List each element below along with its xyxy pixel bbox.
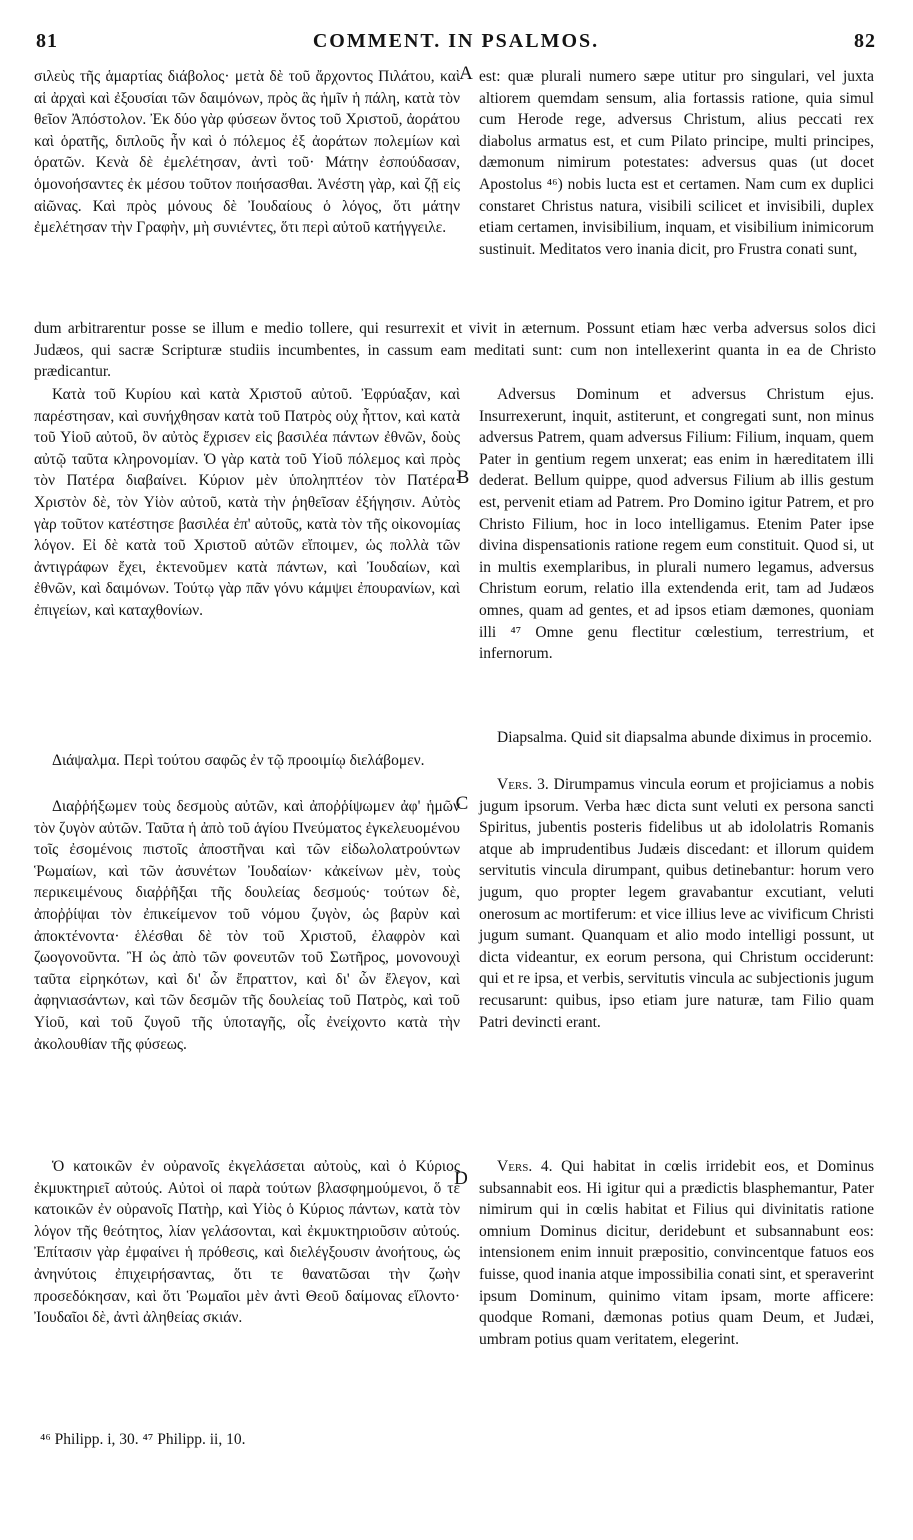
latin-column-block-3 bbox=[479, 727, 874, 749]
full-width-paragraph bbox=[34, 318, 876, 383]
verse-text: Qui habitat in cœlis irridebit eos, et Dominus subsannabit eos. Hi igitur qui a prædictis blasphemantur, Pater nimirum qui in cœlis habitat et Filius qui divinitatis ratione omnium Dominus dicitur, deridebunt et subsannabunt eos: intensionem enim innuit præpositio, convincentque fatuos eos fuisse, quod inania atque impossibilia conati sint, et speraverint ipsum Dominum, quinimo vitam ipsam, morte afficere: quodque Romani, dæmonas potius quam Deum, et Judæi, umbram potius quam veritatem, elegerint. bbox=[479, 1158, 875, 1348]
verse-text: Dirumpamus vincula eorum et projiciamus a nobis jugum ipsorum. Verba hæc dicta sunt veluti ex persona sancti Spiritus, jubentis posteris fidelibus ut ab idololatris Romanis atque ab imprudentibus Judæis discedant: et illorum quidem servitutis vincula dirumpant, quibus detinebantur: horum vero jugum, quo propter legem gravabantur excutiant, veluti onerosum ac mortiferum: et vice illius leve ac vivificum Christi jugum sumant. Quanquam et alio modo intelligi possunt, ut dicta videantur, ex eorum persona, qui Christum occiderunt: qui et re ipsa, et verbis, servitutis vincula ac subjectionis jugum recusarunt: quibus, ipso etiam jure naturæ, tam Filio quam Patri devincti erant. bbox=[479, 776, 874, 1031]
latin-paragraph: Adversus Dominum et adversus Christum ejus. Insurrexerunt, inquit, astiterunt, et congregati sunt, non minus adversus Patrem, quam adversus Filium: Filium, inquam, quem Pater in gentium regem unxerat; eas enim in hæreditatem illi dederat. Bellum quippe, quod adversus Filium ab illis gestum est, pervenit etiam ad Patrem. Pro Domino igitur Patrem, et pro Christo Filium, hoc in loco intelligamus. Etenim Pater ipse divina dispensationis ratione regem eum constituit. Quod si, ut in multis exemplaribus, in plurali numero legamus, adversus Christum eorum, relatio illa extendenda erit, tam ad Judæos omnes, quam ad gentes, et ad ipsos etiam dæmones, quoniam illi ⁴⁷ Omne genu flectitur cœlestium, terrestrium, et infernorum. bbox=[479, 386, 874, 663]
greek-paragraph: Διαῤῥήξωμεν τοὺς δεσμοὺς αὐτῶν, καὶ ἀποῤῥίψωμεν ἀφ' ἡμῶν τὸν ζυγὸν αὐτῶν. Ταῦτα ἡ ἀπὸ τοῦ ἁγίου Πνεύματος ἐγκελευομένου τοῖς ἐσομένοις πιστοῖς ἀποστῆναι καὶ τῶν εἰδωλολατρούντων Ῥωμαίων, καὶ τῶν ἀσυνέτων Ἰουδαίων· κἀκείνων μὲν, τοὺς περικειμένους διαῤῥῆξαι τῆς δουλείας δεσμούς· τούτων δὲ, ἀποῤῥίψαι τὸν ἐπικείμενον τοῦ νόμου ζυγὸν, ὡς βαρὺν καὶ ἀποκτένοντα· ἑλέσθαι δὲ τὸν τοῦ Χριστοῦ, ἐλαφρὸν καὶ ζωογονοῦντα. Ἢ ὡς ἀπὸ τῶν φονευτῶν τοῦ Σωτῆρος, μονονουχὶ ταῦτα εἰρηκότων, καὶ δι' ὧν ἔπραττον, καὶ δι' ὧν ἔλεγον, καὶ ἀφηνιασάντων, καὶ τῶν δεσμῶν τῆς δουλείας τοῦ Πατρὸς, καὶ τοῦ Υἱοῦ, καὶ τοῦ ζυγοῦ τῆς ὑποταγῆς, οἷς ἐνείχοντο κατὰ τὴν ἀκολουθίαν τῆς φύσεως. bbox=[34, 798, 460, 1053]
latin-column-block-4 bbox=[479, 774, 874, 1033]
greek-column-block-5 bbox=[34, 1156, 460, 1329]
latin-column-block-2 bbox=[479, 384, 874, 665]
greek-paragraph: Ὁ κατοικῶν ἐν οὐρανοῖς ἐκγελάσεται αὐτοὺς, καὶ ὁ Κύριος ἐκμυκτηριεῖ αὐτούς. Αὐτοὶ οἱ παρὰ τούτων βλασφημούμενοι, ὅ τε κατοικῶν ἐν οὐρανοῖς Πατὴρ, καὶ Υἱὸς ὁ Κύριος πάντων, κατὰ τὸν λόγον τῆς θεότητος, λίαν γελάσονται, καὶ ἐκμυκτηριοῦσιν αὐτούς. Ἐπίτασιν γὰρ ἐμφαίνει ἡ πρόθεσις, καὶ διελέγξουσιν ἀνοήτους, ὡς ἀνηνύτοις ἐπιχειρήσαντας, ὅτι τε θανατῶσαι τὴν ζωὴν προσεδόκησαν, καὶ ὅτι Ῥωμαῖοι μὲν ἀντὶ Θεοῦ δαίμονας εἵλοντο· Ἰουδαῖοι δὲ, ἀντὶ ἀληθείας σκιάν. bbox=[34, 1158, 460, 1327]
latin-column-block-5 bbox=[479, 1156, 874, 1350]
running-title: COMMENT. IN PSALMOS. bbox=[312, 30, 600, 52]
greek-column-block-4 bbox=[34, 796, 460, 1055]
margin-marker-b: B bbox=[456, 467, 470, 488]
latin-paragraph bbox=[479, 774, 874, 1033]
greek-paragraph: Διάψαλμα. Περὶ τούτου σαφῶς ἐν τῷ προοιμίῳ διελάβομεν. bbox=[52, 752, 425, 769]
margin-marker-a: A bbox=[459, 63, 473, 84]
greek-column-block-2 bbox=[34, 384, 460, 622]
latin-paragraph bbox=[479, 1156, 874, 1350]
footnotes: ⁴⁶ Philipp. i, 30. ⁴⁷ Philipp. ii, 10. bbox=[40, 1431, 246, 1448]
verse-label: Vers. 3. bbox=[497, 776, 549, 793]
running-header bbox=[36, 30, 876, 60]
greek-column-block-1 bbox=[34, 66, 460, 239]
page-number-left: 81 bbox=[36, 30, 58, 52]
verse-label: Vers. 4. bbox=[497, 1158, 553, 1175]
greek-paragraph: σιλεὺς τῆς ἁμαρτίας διάβολος· μετὰ δὲ τοῦ ἄρχοντος Πιλάτου, καὶ αἱ ἀρχαὶ καὶ ἐξουσίαι τῶν δαιμόνων, πρὸς ἃς ἡμῖν ἡ πάλη, κατὰ τὸν θεῖον Ἀπόστολον. Ἐκ δύο γὰρ φύσεων ὄντος τοῦ Χριστοῦ, ἀοράτου καὶ ὁρατῆς, διπλοῦς ἦν καὶ ὁ πόλεμος ἐξ ἀοράτων πολεμίων καὶ ὁρατῶν. Κενὰ δὲ ἐμελέτησαν, ἀντὶ τοῦ· Μάτην ἐσπούδασαν, ὁμονοήσαντες ἐκ μέσου τοῦτον ποιήσασθαι. Ἀνέστη γὰρ, καὶ ζῇ εἰς αἰῶνας. Καὶ πρὸς μόνους δὲ Ἰουδαίους ὁ λόγος, ὅτι μάτην ἐμελέτησαν τὴν Γραφὴν, μὴ συνιέντες, ὅτι περὶ αὐτοῦ κατήγγειλε. bbox=[34, 68, 460, 237]
latin-paragraph: Diapsalma. Quid sit diapsalma abunde diximus in procemio. bbox=[497, 729, 872, 746]
margin-marker-d: D bbox=[454, 1168, 468, 1189]
latin-paragraph: dum arbitrarentur posse se illum e medio tollere, qui resurrexit et vivit in æternum. Possunt etiam hæc verba adversus solos dici Judæos, qui sacræ Scripturæ studiis incumbentes, in cassum eam meditati sunt: cum non intellexerint quanta in ea de Christo prædicantur. bbox=[34, 320, 876, 381]
latin-column-block-1 bbox=[479, 66, 874, 260]
margin-marker-c: C bbox=[455, 793, 469, 814]
greek-column-block-3 bbox=[34, 750, 460, 772]
greek-paragraph: Κατὰ τοῦ Κυρίου καὶ κατὰ Χριστοῦ αὐτοῦ. Ἐφρύαξαν, καὶ παρέστησαν, καὶ συνήχθησαν κατὰ τοῦ Πατρὸς οὐχ ἧττον, καὶ κατὰ τοῦ Υἱοῦ αὐτοῦ, ὃν αὐτὸς ἔχρισεν εἰς βασιλέα πάντων ἐθνῶν, δοὺς αὐτῷ ταῦτα κληρονομίαν. Ὁ γὰρ κατὰ τοῦ Υἱοῦ πόλεμος καὶ πρὸς τὸν Πατέρα διαβαίνει. Κύριον μὲν ὑποληπτέον τὸν Πατέρα· Χριστὸν δὲ, τὸν Υἱὸν αὐτοῦ, κατὰ τὴν ῥηθεῖσαν ἐξήγησιν. Αὐτὸς γὰρ τοῦτον κατέστησε βασιλέα ἐπ' αὐτοῦς, κατὰ τὸν τῆς οἰκονομίας λόγον. Εἰ δὲ κατὰ τοῦ Χριστοῦ αὐτῶν εἴποιμεν, ὡς πολλὰ τῶν ἀντιγράφων ἔχει, ἐκτενοῦμεν κατὰ πάντων, καὶ Ἰουδαίων, καὶ ἐθνῶν, καὶ δαιμόνων. Τούτῳ γὰρ πᾶν γόνυ κάμψει ἐπουρανίων, καὶ ἐπιγείων, καὶ καταχθονίων. bbox=[34, 386, 460, 619]
page-number-right: 82 bbox=[854, 30, 876, 52]
latin-paragraph: est: quæ plurali numero sæpe utitur pro singulari, vel juxta altiorem quemdam sensum, alia fortassis ratione, quia simul cum Herode rege, adversus Christum, alius peccati rex diabolus armatus est, et cum Pilato principe, multi principes, dæmonum nimirum potestates: adversus quas (ut docet Apostolus ⁴⁶) nobis lucta est et certamen. Nam cum ex duplici constaret Christus natura, visibili scilicet et invisibili, duplex etiam certamen, invisibilium, inquam, et visibilium inimicorum sustinuit. Meditatos vero inania dicit, pro Frustra conati sunt, bbox=[479, 68, 874, 258]
